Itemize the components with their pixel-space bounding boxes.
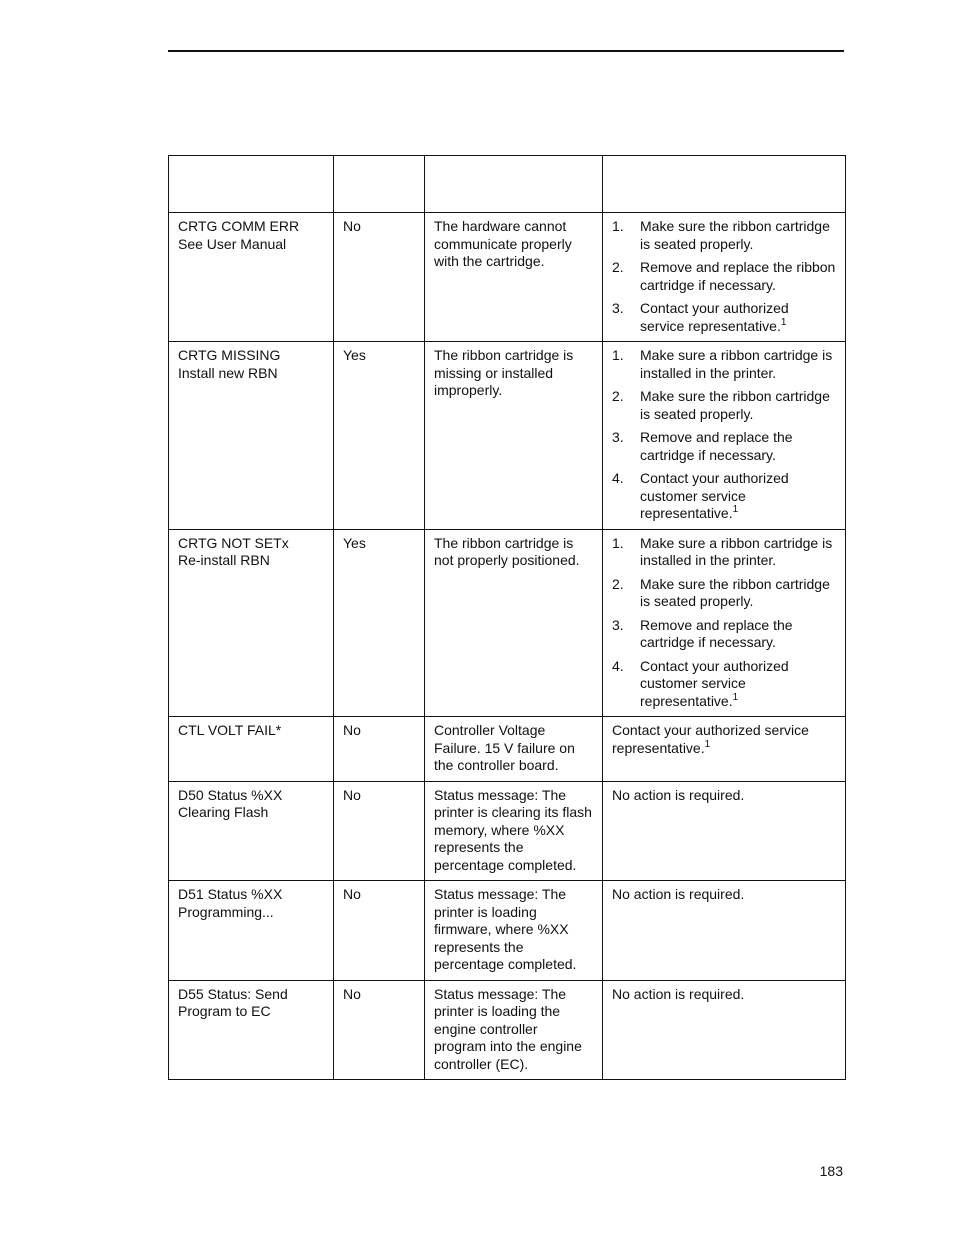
message-line: D50 Status %XX xyxy=(178,786,283,803)
solution-text: No action is required. xyxy=(612,786,745,803)
step-number: 3. xyxy=(612,300,624,316)
step-number: 2. xyxy=(612,388,624,404)
reset-cell: Yes xyxy=(334,342,425,530)
step-number: 4. xyxy=(612,657,624,674)
reset-cell: No xyxy=(334,980,425,1080)
solution-steps xyxy=(612,535,836,711)
step-number: 1. xyxy=(612,218,624,234)
list-item xyxy=(612,470,836,523)
message-cell xyxy=(169,213,334,342)
header-rule xyxy=(168,50,844,52)
message-line: Program to EC xyxy=(178,1003,271,1019)
step-text-body: Make sure a ribbon cartridge is installed in the printer. xyxy=(640,534,833,568)
message-line: CRTG MISSING xyxy=(178,347,281,363)
table-row xyxy=(169,717,846,782)
explanation-cell: Controller Voltage Failure. 15 V failure on the controller board. xyxy=(425,717,603,782)
step-number: 4. xyxy=(612,470,624,486)
step-number: 2. xyxy=(612,575,624,592)
list-item xyxy=(612,347,836,382)
header-cell-message xyxy=(169,156,334,213)
solution-steps xyxy=(612,218,836,335)
message-line: Programming... xyxy=(178,903,274,920)
reset-cell: No xyxy=(334,213,425,342)
explanation-cell: Status message: The printer is clearing its flash memory, where %XX represents the percentage completed. xyxy=(425,781,603,881)
step-text-body: Make sure the ribbon cartridge is seated properly. xyxy=(640,388,830,422)
solution-text: No action is required. xyxy=(612,886,745,902)
step-text xyxy=(640,388,836,423)
table-row xyxy=(169,529,846,717)
message-cell xyxy=(169,717,334,782)
reset-cell: No xyxy=(334,881,425,981)
step-text-body: Contact your authorized customer service representative. xyxy=(640,470,789,521)
explanation-cell: The hardware cannot communicate properly with the cartridge. xyxy=(425,213,603,342)
solution-cell xyxy=(603,342,846,530)
explanation-cell: The ribbon cartridge is not properly positioned. xyxy=(425,529,603,717)
step-text xyxy=(640,617,836,652)
solution-cell xyxy=(603,781,846,881)
step-text-body: Make sure the ribbon cartridge is seated properly. xyxy=(640,575,830,609)
step-text-body: Remove and replace the cartridge if necessary. xyxy=(640,616,793,650)
message-line: D51 Status %XX xyxy=(178,886,283,902)
message-cell xyxy=(169,342,334,530)
explanation-cell: The ribbon cartridge is missing or installed improperly. xyxy=(425,342,603,530)
table-row xyxy=(169,342,846,530)
step-text xyxy=(640,470,836,523)
message-cell xyxy=(169,881,334,981)
header-cell-solution xyxy=(603,156,846,213)
list-item xyxy=(612,576,836,611)
header-cell-explanation xyxy=(425,156,603,213)
list-item xyxy=(612,429,836,464)
explanation-cell: Status message: The printer is loading firmware, where %XX represents the percentage completed. xyxy=(425,881,603,981)
step-number: 3. xyxy=(612,616,624,633)
message-line: See User Manual xyxy=(178,235,287,252)
table-header-row xyxy=(169,156,846,213)
list-item xyxy=(612,388,836,423)
list-item xyxy=(612,658,836,711)
footnote-marker: 1 xyxy=(732,691,739,703)
step-text-body: Make sure the ribbon cartridge is seated properly. xyxy=(640,218,830,252)
step-number: 1. xyxy=(612,534,624,551)
table-row xyxy=(169,213,846,342)
step-text-body: Remove and replace the cartridge if necessary. xyxy=(640,429,793,463)
solution-cell xyxy=(603,980,846,1080)
footnote-marker: 1 xyxy=(704,738,711,750)
step-number: 2. xyxy=(612,259,624,275)
table-row xyxy=(169,881,846,981)
error-message-table xyxy=(168,155,846,1080)
footnote-marker: 1 xyxy=(780,316,787,328)
solution-cell xyxy=(603,717,846,782)
header-cell-reset xyxy=(334,156,425,213)
reset-cell: No xyxy=(334,781,425,881)
solution-cell xyxy=(603,881,846,981)
step-text xyxy=(640,218,836,253)
solution-text: Contact your authorized service representative. xyxy=(612,722,809,756)
step-text xyxy=(640,429,836,464)
step-text xyxy=(640,259,836,294)
step-number: 1. xyxy=(612,347,624,363)
footnote-marker: 1 xyxy=(732,504,739,515)
solution-steps xyxy=(612,347,836,523)
step-number: 3. xyxy=(612,429,624,445)
list-item xyxy=(612,259,836,294)
page-number: 183 xyxy=(819,1163,843,1179)
message-line: D55 Status: Send xyxy=(178,985,288,1002)
step-text xyxy=(640,576,836,611)
message-line: Clearing Flash xyxy=(178,804,269,820)
message-line: CTL VOLT FAIL* xyxy=(178,722,282,738)
reset-cell: Yes xyxy=(334,529,425,717)
step-text-body: Remove and replace the ribbon cartridge if necessary. xyxy=(640,259,836,293)
list-item xyxy=(612,535,836,570)
step-text-body: Contact your authorized customer service representative. xyxy=(640,657,789,709)
solution-cell xyxy=(603,529,846,717)
solution-cell xyxy=(603,213,846,342)
table-row xyxy=(169,980,846,1080)
step-text xyxy=(640,658,836,711)
message-line: Re-install RBN xyxy=(178,552,270,568)
reset-cell: No xyxy=(334,717,425,782)
message-line: Install new RBN xyxy=(178,364,278,381)
explanation-cell: Status message: The printer is loading the engine controller program into the engine controller (EC). xyxy=(425,980,603,1080)
message-cell xyxy=(169,529,334,717)
message-cell xyxy=(169,781,334,881)
list-item xyxy=(612,617,836,652)
step-text xyxy=(640,535,836,570)
message-line: CRTG COMM ERR xyxy=(178,218,300,234)
list-item xyxy=(612,218,836,253)
list-item xyxy=(612,300,836,335)
step-text-body: Contact your authorized service representative. xyxy=(640,300,789,334)
message-cell xyxy=(169,980,334,1080)
step-text xyxy=(640,300,836,335)
solution-text: No action is required. xyxy=(612,985,745,1002)
table-row xyxy=(169,781,846,881)
message-line: CRTG NOT SETx xyxy=(178,534,289,551)
step-text-body: Make sure a ribbon cartridge is installed in the printer. xyxy=(640,347,833,381)
step-text xyxy=(640,347,836,382)
